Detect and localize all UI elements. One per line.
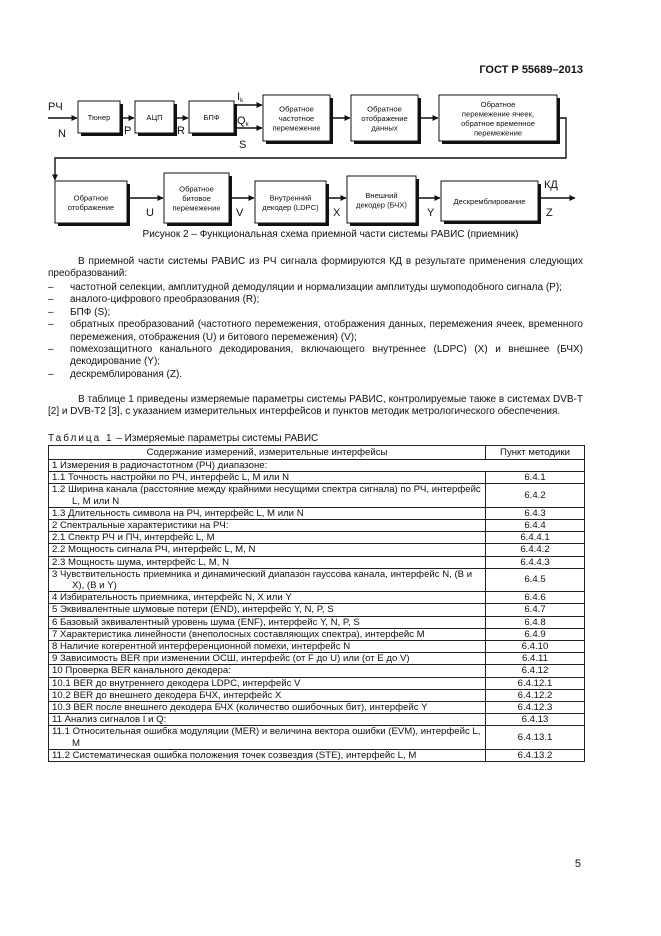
block-label: Обратное bbox=[279, 104, 314, 114]
measurement-cell bbox=[49, 628, 486, 640]
method-ref-cell: 6.4.6 bbox=[486, 592, 585, 604]
method-ref-cell: 6.4.10 bbox=[486, 641, 585, 653]
row1-block-5 bbox=[351, 95, 421, 144]
signal-x: X bbox=[333, 207, 341, 219]
parameters-table bbox=[48, 445, 585, 762]
row1-block-3 bbox=[189, 101, 237, 136]
output-label: КД bbox=[544, 179, 558, 191]
table-row bbox=[49, 665, 585, 677]
page-number: 5 bbox=[574, 858, 581, 870]
block-label: данных bbox=[371, 123, 398, 133]
block-label: отображение bbox=[67, 202, 115, 212]
measurement-cell bbox=[49, 653, 486, 665]
measurement-text: 9 Зависимость BER при изменении ОСШ, интерфейс (от F до U) или (от E до V) bbox=[52, 653, 410, 665]
measurement-text: 11.1 Относительная ошибка модуляции (MER) и величина вектора ошибки (EVM), интерфейс L, M bbox=[52, 726, 481, 749]
document-id: ГОСТ Р 55689–2013 bbox=[479, 64, 583, 76]
measurement-text: 10.3 BER после внешнего декодера БЧХ (количество ошибочных бит), интерфейс Y bbox=[52, 702, 428, 714]
measurement-cell bbox=[49, 507, 486, 519]
signal-p: P bbox=[124, 125, 132, 137]
list-item: – аналого-цифрового преобразования (R); bbox=[48, 294, 583, 306]
measurement-cell bbox=[49, 520, 486, 532]
list-item: – дескремблирования (Z). bbox=[48, 369, 583, 381]
list-item: – частотной селекции, амплитудной демодуляции и нормализации амплитуды шумоподобного сигнала (P); bbox=[48, 282, 583, 294]
method-ref-cell: 6.4.4.3 bbox=[486, 556, 585, 568]
table-row bbox=[49, 714, 585, 726]
measurement-cell bbox=[49, 532, 486, 544]
row2-block-2 bbox=[164, 173, 232, 226]
table-row bbox=[49, 484, 585, 507]
measurement-text: 2.3 Мощность шума, интерфейс L, M, N bbox=[52, 556, 230, 568]
measurement-text: 1 Измерения в радиочастотном (РЧ) диапазоне: bbox=[52, 460, 268, 471]
table-row bbox=[49, 568, 585, 591]
method-ref-cell: 6.4.7 bbox=[486, 604, 585, 616]
table-row bbox=[49, 507, 585, 519]
signal-z: Z bbox=[546, 207, 553, 219]
method-ref-cell: 6.4.5 bbox=[486, 568, 585, 591]
method-ref-cell: 6.4.13.1 bbox=[486, 726, 585, 749]
measurement-cell bbox=[49, 544, 486, 556]
measurement-cell bbox=[49, 592, 486, 604]
signal-v: V bbox=[236, 207, 244, 219]
table-row bbox=[49, 556, 585, 568]
intro-paragraph: В приемной части системы РАВИС из РЧ сигнала формируются КД в результате применения следующих преобразований: bbox=[48, 256, 583, 280]
measurement-cell bbox=[49, 749, 486, 761]
signal-q: Qk bbox=[237, 115, 249, 128]
measurement-text: 1.3 Длительность символа на РЧ, интерфейс L, M или N bbox=[52, 507, 304, 519]
table-row bbox=[49, 689, 585, 701]
measurement-cell bbox=[49, 665, 486, 677]
row2-block-4 bbox=[347, 176, 419, 226]
table-row bbox=[49, 641, 585, 653]
row1-block-6 bbox=[439, 95, 560, 144]
measurement-cell bbox=[49, 556, 486, 568]
method-ref-cell: 6.4.12.3 bbox=[486, 702, 585, 714]
table-row bbox=[49, 544, 585, 556]
block-label: отображение bbox=[361, 114, 408, 123]
block-label: перемежение bbox=[172, 203, 221, 213]
measurement-text: 1.1 Точность настройки по РЧ, интерфейс L, M или N bbox=[52, 472, 290, 484]
method-ref-cell: 6.4.1 bbox=[486, 472, 585, 484]
measurement-text: 8 Наличие когерентной интерференционной помехи, интерфейс N bbox=[52, 641, 351, 653]
block-label: БПФ bbox=[203, 113, 220, 122]
method-ref-cell: 6.4.12 bbox=[486, 665, 585, 677]
method-ref-cell: 6.4.11 bbox=[486, 653, 585, 665]
table-row bbox=[49, 726, 585, 749]
list-item: – помехозащитного канального декодирования, включающего внутреннее (LDPC) (X) и внешнее (БЧХ) декодирование (Y); bbox=[48, 344, 583, 369]
block-label: Внутренний bbox=[269, 193, 312, 203]
measurement-text: 11 Анализ сигналов I и Q: bbox=[52, 714, 167, 726]
row1-block-1 bbox=[78, 101, 123, 136]
method-ref-cell: 6.4.8 bbox=[486, 616, 585, 628]
table-row bbox=[49, 653, 585, 665]
measurement-text: 11.2 Систематическая ошибка положения точек созвездия (STE), интерфейс L, M bbox=[52, 749, 417, 761]
block-label: обратное временное bbox=[461, 118, 535, 128]
block-diagram bbox=[0, 0, 661, 232]
measurement-text: 2 Спектральные характеристики на РЧ: bbox=[52, 520, 229, 532]
table-header-row bbox=[49, 446, 585, 460]
method-ref-cell: 6.4.12.1 bbox=[486, 677, 585, 689]
method-ref-cell: 6.4.13 bbox=[486, 714, 585, 726]
method-ref-cell: 6.4.4 bbox=[486, 520, 585, 532]
block-label: Дескремблирование bbox=[453, 197, 526, 206]
block-label: Обратное bbox=[73, 193, 109, 203]
figure-caption: Рисунок 2 – Функциональная схема приемной части системы РАВИС (приемник) bbox=[142, 229, 519, 240]
method-ref-cell: 6.4.2 bbox=[486, 484, 585, 507]
row1-block-2 bbox=[135, 101, 177, 136]
header-content: Содержание измерений, измерительные интерфейсы bbox=[49, 446, 486, 460]
measurement-cell bbox=[49, 689, 486, 701]
measurement-text: 3 Чувствительность приемника и динамический диапазон гауссова канала, интерфейс N, (В и X), (В и Y) bbox=[52, 568, 473, 592]
block-label: АЦП bbox=[146, 113, 163, 122]
measurement-cell bbox=[49, 484, 486, 507]
signal-n: N bbox=[58, 128, 66, 140]
header-ref: Пункт методики bbox=[486, 446, 585, 460]
table-caption: Таблица 1 – Измеряемые параметры системы РАВИС bbox=[48, 433, 319, 444]
measurement-cell bbox=[49, 714, 486, 726]
row1-block-4 bbox=[263, 95, 333, 144]
signal-u: U bbox=[146, 207, 154, 219]
table-row bbox=[49, 702, 585, 714]
measurement-cell bbox=[49, 568, 486, 591]
input-label: РЧ bbox=[48, 101, 63, 113]
measurement-text: 4 Избирательность приемника, интерфейс N, X или Y bbox=[52, 592, 292, 604]
measurement-cell bbox=[49, 616, 486, 628]
block-label: частотное bbox=[278, 114, 315, 123]
measurement-cell bbox=[49, 460, 585, 472]
block-label: Внешний bbox=[365, 190, 398, 200]
row2-block-1 bbox=[55, 181, 130, 226]
table-row bbox=[49, 460, 585, 472]
measurement-text: 10.1 BER до внутреннего декодера LDPC, интерфейс V bbox=[52, 677, 301, 689]
table-row bbox=[49, 532, 585, 544]
block-label: перемежение ячеек, bbox=[461, 109, 535, 119]
measurement-text: 2.2 Мощность сигнала РЧ, интерфейс L, M, N bbox=[52, 544, 256, 556]
table-row bbox=[49, 520, 585, 532]
block-label: Тюнер bbox=[87, 113, 111, 122]
measurement-cell bbox=[49, 677, 486, 689]
block-label: перемежение bbox=[272, 123, 321, 133]
signal-r: R bbox=[177, 125, 185, 137]
block-label: перемежение bbox=[473, 128, 523, 138]
table-row bbox=[49, 604, 585, 616]
method-ref-cell: 6.4.13.2 bbox=[486, 749, 585, 761]
measurement-cell bbox=[49, 702, 486, 714]
measurement-text: 6 Базовый эквивалентный уровень шума (ENF), интерфейс Y, N, P, S bbox=[52, 616, 360, 628]
row2-block-5 bbox=[441, 181, 541, 224]
block-label: декодер (LDPC) bbox=[262, 202, 319, 212]
block-label: битовое bbox=[182, 194, 211, 203]
table-row bbox=[49, 749, 585, 761]
method-ref-cell: 6.4.3 bbox=[486, 507, 585, 519]
transform-list bbox=[48, 282, 583, 381]
method-ref-cell: 6.4.9 bbox=[486, 628, 585, 640]
signal-y: Y bbox=[427, 207, 435, 219]
method-ref-cell: 6.4.12.2 bbox=[486, 689, 585, 701]
measurement-text: 10.2 BER до внешнего декодера БЧХ, интерфейс X bbox=[52, 689, 282, 701]
measurement-cell bbox=[49, 472, 486, 484]
table-row bbox=[49, 628, 585, 640]
block-label: Обратное bbox=[480, 99, 516, 109]
row2-block-3 bbox=[255, 181, 329, 226]
block-label: Обратное bbox=[367, 104, 402, 114]
list-item: – обратных преобразований (частотного перемежения, отображения данных, перемежения ячеек, временного перемежения, отображения (U) и битового перемежения) (V); bbox=[48, 319, 583, 344]
signal-i: Ik bbox=[237, 91, 244, 104]
table-row bbox=[49, 472, 585, 484]
block-label: декодер (БЧХ) bbox=[356, 200, 407, 210]
table-intro-paragraph: В таблице 1 приведены измеряемые параметры системы РАВИС, контролируемые также в системах DVB-T [2] и DVB-T2 [3], с указанием измерительных интерфейсов и пунктов методик метрологического обеспечения. bbox=[48, 394, 583, 418]
method-ref-cell: 6.4.4.1 bbox=[486, 532, 585, 544]
measurement-text: 2.1 Спектр РЧ и ПЧ, интерфейс L, M bbox=[52, 532, 215, 544]
measurement-cell bbox=[49, 726, 486, 749]
measurement-cell bbox=[49, 604, 486, 616]
list-item: – БПФ (S); bbox=[48, 307, 583, 319]
measurement-text: 1.2 Ширина канала (расстояние между крайними несущими спектра сигнала) по РЧ, интерфейс L, M или N bbox=[52, 484, 481, 507]
measurement-text: 10 Проверка BER канального декодера: bbox=[52, 665, 231, 677]
measurement-cell bbox=[49, 641, 486, 653]
method-ref-cell: 6.4.4.2 bbox=[486, 544, 585, 556]
block-label: Обратное bbox=[179, 184, 214, 194]
signal-s: S bbox=[239, 139, 247, 151]
measurement-text: 7 Характеристика линейности (внеполосных составляющих спектра), интерфейс M bbox=[52, 628, 425, 640]
table-row bbox=[49, 592, 585, 604]
table-row bbox=[49, 616, 585, 628]
table-row bbox=[49, 677, 585, 689]
measurement-text: 5 Эквивалентные шумовые потери (END), интерфейс Y, N, P, S bbox=[52, 604, 334, 616]
